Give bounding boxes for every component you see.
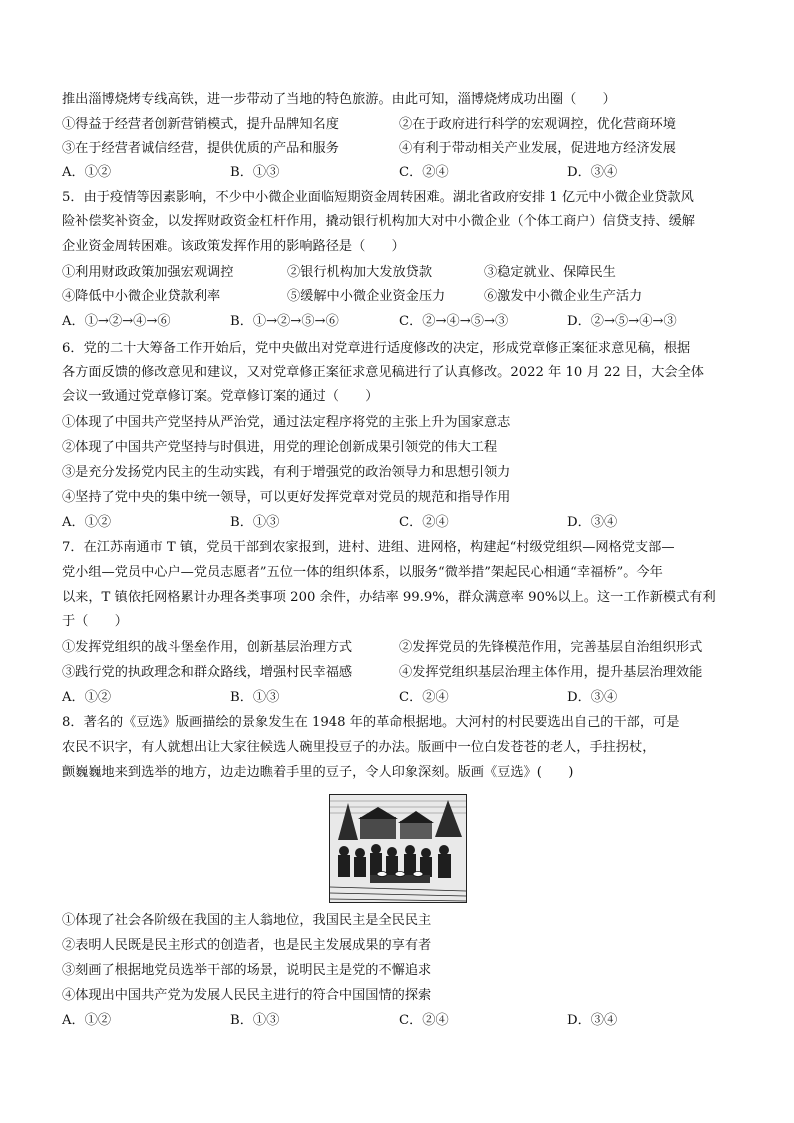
q8-choice-b[interactable]: B．①③ <box>230 1013 280 1028</box>
q5-stem-line-1: 5．由于疫情等因素影响，不少中小微企业面临短期资金周转困难。湖北省政府安排 1 亿元中小微企业贷款风 <box>62 190 694 205</box>
q4-item-1: ①得益于经营者创新营销模式，提升品牌知名度 <box>62 117 339 132</box>
q5-item-3: ③稳定就业、保障民生 <box>484 265 616 280</box>
q5-stem-line-3: 企业资金周转困难。该政策发挥作用的影响路径是（ ） <box>62 239 405 254</box>
q6-choice-b[interactable]: B．①③ <box>230 515 280 530</box>
q7-item-1: ①发挥党组织的战斗堡垒作用，创新基层治理方式 <box>62 640 353 655</box>
q7-item-2: ②发挥党员的先锋模范作用，完善基层自治组织形式 <box>399 640 703 655</box>
q4-choice-d[interactable]: D．③④ <box>567 165 618 180</box>
q5-choice-a[interactable]: A．①→②→④→⑥ <box>62 314 171 329</box>
q8-stem-line-2: 农民不识字，有人就想出让大家往候选人碗里投豆子的办法。版画中一位白发苍苍的老人，手拄拐杖， <box>62 740 656 755</box>
q6-stem-line-2: 各方面反馈的修改意见和建议，又对党章修正案征求意见稿进行了认真修改。2022 年 10 月 22 日，大会全体 <box>62 365 704 380</box>
q5-item-1: ①利用财政政策加强宏观调控 <box>62 265 234 280</box>
q4-choice-a[interactable]: A．①② <box>62 165 112 180</box>
q5-stem-line-2: 险补偿奖补资金，以发挥财政资金杠杆作用，撬动银行机构加大对中小微企业（个体工商户）信贷支持、缓解 <box>62 214 695 229</box>
q4-choice-c[interactable]: C．②④ <box>399 165 449 180</box>
q5-item-4: ④降低中小微企业贷款利率 <box>62 289 221 304</box>
q6-stem-line-1: 6．党的二十大筹备工作开始后，党中央做出对党章进行适度修改的决定，形成党章修正案征求意见稿，根据 <box>62 341 691 356</box>
douxuan-woodcut-image <box>329 794 467 903</box>
q8-choice-d[interactable]: D．③④ <box>567 1013 618 1028</box>
q6-choice-c[interactable]: C．②④ <box>399 515 449 530</box>
q8-item-3: ③刻画了根据地党员选举干部的场景，说明民主是党的不懈追求 <box>62 963 432 978</box>
q6-item-1: ①体现了中国共产党坚持从严治党，通过法定程序将党的主张上升为国家意志 <box>62 415 511 430</box>
q6-item-4: ④坚持了党中央的集中统一领导，可以更好发挥党章对党员的规范和指导作用 <box>62 490 511 505</box>
q7-stem-line-4: 于（ ） <box>62 614 128 629</box>
q6-item-2: ②体现了中国共产党坚持与时俱进，用党的理论创新成果引领党的伟大工程 <box>62 440 498 455</box>
q6-choice-d[interactable]: D．③④ <box>567 515 618 530</box>
q7-stem-line-2: 党小组—党员中心户—党员志愿者”五位一体的组织体系，以服务“微举措”架起民心相通“幸福桥”。今年 <box>62 565 663 580</box>
q8-stem-line-1: 8．著名的《豆选》版画描绘的景象发生在 1948 年的革命根据地。大河村的村民要选出自己的干部，可是 <box>62 715 680 730</box>
q7-item-4: ④发挥党组织基层治理主体作用，提升基层治理效能 <box>399 665 703 680</box>
q5-item-6: ⑥激发中小微企业生产活力 <box>484 289 643 304</box>
q7-choice-b[interactable]: B．①③ <box>230 690 280 705</box>
q5-item-5: ⑤缓解中小微企业资金压力 <box>287 289 446 304</box>
q7-stem-line-3: 以来，T 镇依托网格累计办理各类事项 200 余件，办结率 99.9%，群众满意率 90%以上。这一工作新模式有利 <box>62 590 716 605</box>
woodcut-illustration <box>330 795 466 902</box>
q4-stem: 推出淄博烧烤专线高铁，进一步带动了当地的特色旅游。由此可知，淄博烧烤成功出圈（ ） <box>62 92 616 107</box>
q5-choice-b[interactable]: B．①→②→⑤→⑥ <box>230 314 339 329</box>
q7-choice-a[interactable]: A．①② <box>62 690 112 705</box>
q7-stem-line-1: 7．在江苏南通市 T 镇，党员干部到农家报到，进村、进组、进网格，构建起“村级党组织—网格党支部— <box>62 540 675 555</box>
q6-choice-a[interactable]: A．①② <box>62 515 112 530</box>
q6-stem-line-3: 会议一致通过党章修订案。党章修订案的通过（ ） <box>62 389 379 404</box>
q7-choice-d[interactable]: D．③④ <box>567 690 618 705</box>
q7-item-3: ③践行党的执政理念和群众路线，增强村民幸福感 <box>62 665 353 680</box>
q8-item-2: ②表明人民既是民主形式的创造者，也是民主发展成果的享有者 <box>62 938 432 953</box>
q6-item-3: ③是充分发扬党内民主的生动实践，有利于增强党的政治领导力和思想引领力 <box>62 465 511 480</box>
q5-choice-c[interactable]: C．②→④→⑤→③ <box>399 314 509 329</box>
q4-item-3: ③在于经营者诚信经营，提供优质的产品和服务 <box>62 141 339 156</box>
q7-choice-c[interactable]: C．②④ <box>399 690 449 705</box>
q8-item-4: ④体现出中国共产党为发展人民民主进行的符合中国国情的探索 <box>62 988 432 1003</box>
q4-item-2: ②在于政府进行科学的宏观调控，优化营商环境 <box>399 117 676 132</box>
q8-item-1: ①体现了社会各阶级在我国的主人翁地位，我国民主是全民民主 <box>62 913 432 928</box>
q8-choice-c[interactable]: C．②④ <box>399 1013 449 1028</box>
q4-choice-b[interactable]: B．①③ <box>230 165 280 180</box>
q5-choice-d[interactable]: D．②→⑤→④→③ <box>567 314 677 329</box>
q5-item-2: ②银行机构加大发放贷款 <box>287 265 433 280</box>
q8-stem-line-3: 颤巍巍地来到选举的地方，边走边瞧着手里的豆子，令人印象深刻。版画《豆选》( ) <box>62 765 574 780</box>
q4-item-4: ④有利于带动相关产业发展，促进地方经济发展 <box>399 141 676 156</box>
q8-choice-a[interactable]: A．①② <box>62 1013 112 1028</box>
